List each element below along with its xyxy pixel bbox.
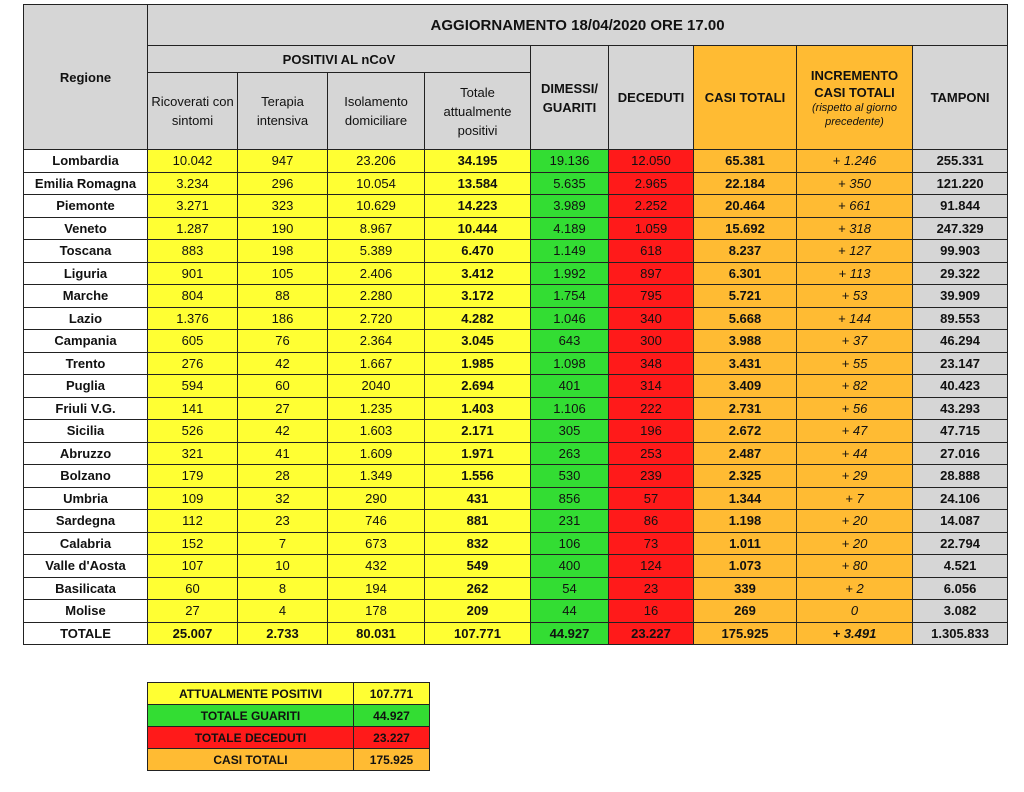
cell-tamponi: 22.794 [913, 532, 1008, 555]
cell-tamponi: 255.331 [913, 150, 1008, 173]
cell-incremento: + 3.491 [797, 622, 913, 645]
cell-isolamento: 1.667 [328, 352, 425, 375]
cell-casi-totali: 5.668 [694, 307, 797, 330]
cell-deceduti: 253 [609, 442, 694, 465]
cell-incremento: + 20 [797, 532, 913, 555]
summary-row [148, 727, 430, 749]
summary-row [148, 705, 430, 727]
cell-totale-positivi: 431 [425, 487, 531, 510]
cell-deceduti: 300 [609, 330, 694, 353]
cell-ricoverati: 883 [148, 240, 238, 263]
cell-totale-positivi: 34.195 [425, 150, 531, 173]
cell-dimessi: 401 [531, 375, 609, 398]
cell-terapia: 190 [238, 217, 328, 240]
cell-totale-positivi: 1.403 [425, 397, 531, 420]
cell-dimessi: 1.992 [531, 262, 609, 285]
header-incremento [797, 46, 913, 150]
cell-casi-totali: 22.184 [694, 172, 797, 195]
cell-terapia: 198 [238, 240, 328, 263]
cell-dimessi: 106 [531, 532, 609, 555]
table-row [24, 577, 1008, 600]
summary-row [148, 683, 430, 705]
cell-dimessi: 305 [531, 420, 609, 443]
cell-casi-totali: 1.198 [694, 510, 797, 533]
cell-totale-positivi: 13.584 [425, 172, 531, 195]
table-row [24, 172, 1008, 195]
cell-incremento: + 82 [797, 375, 913, 398]
cell-tamponi: 6.056 [913, 577, 1008, 600]
header-casi-totali: CASI TOTALI [694, 46, 797, 150]
cell-incremento: + 55 [797, 352, 913, 375]
cell-terapia: 4 [238, 600, 328, 623]
cell-casi-totali: 269 [694, 600, 797, 623]
cell-ricoverati: 25.007 [148, 622, 238, 645]
cell-terapia: 41 [238, 442, 328, 465]
table-row [24, 217, 1008, 240]
cell-regione: Veneto [24, 217, 148, 240]
cell-isolamento: 80.031 [328, 622, 425, 645]
total-row [24, 622, 1008, 645]
cell-regione: Campania [24, 330, 148, 353]
cell-incremento: + 37 [797, 330, 913, 353]
cell-tamponi: 14.087 [913, 510, 1008, 533]
cell-isolamento: 8.967 [328, 217, 425, 240]
cell-totale-positivi: 3.045 [425, 330, 531, 353]
cell-isolamento: 432 [328, 555, 425, 578]
cell-isolamento: 2.364 [328, 330, 425, 353]
cell-totale-positivi: 2.171 [425, 420, 531, 443]
cell-tamponi: 247.329 [913, 217, 1008, 240]
cell-regione: Abruzzo [24, 442, 148, 465]
cell-deceduti: 897 [609, 262, 694, 285]
table-row [24, 285, 1008, 308]
cell-dimessi: 5.635 [531, 172, 609, 195]
header-deceduti: DECEDUTI [609, 46, 694, 150]
table-row [24, 600, 1008, 623]
cell-tamponi: 27.016 [913, 442, 1008, 465]
cell-ricoverati: 3.234 [148, 172, 238, 195]
cell-tamponi: 91.844 [913, 195, 1008, 218]
cell-dimessi: 400 [531, 555, 609, 578]
cell-deceduti: 23.227 [609, 622, 694, 645]
summary-label: TOTALE DECEDUTI [148, 727, 354, 749]
cell-tamponi: 40.423 [913, 375, 1008, 398]
cell-regione: Sardegna [24, 510, 148, 533]
cell-deceduti: 239 [609, 465, 694, 488]
cell-isolamento: 1.609 [328, 442, 425, 465]
cell-incremento: 0 [797, 600, 913, 623]
cell-isolamento: 178 [328, 600, 425, 623]
cell-ricoverati: 27 [148, 600, 238, 623]
summary-label: TOTALE GUARITI [148, 705, 354, 727]
cell-isolamento: 746 [328, 510, 425, 533]
cell-ricoverati: 594 [148, 375, 238, 398]
cell-dimessi: 3.989 [531, 195, 609, 218]
cell-dimessi: 1.754 [531, 285, 609, 308]
cell-casi-totali: 3.431 [694, 352, 797, 375]
cell-deceduti: 57 [609, 487, 694, 510]
cell-dimessi: 44 [531, 600, 609, 623]
header-totale-positivi: Totale attualmente positivi [425, 73, 531, 150]
table-row [24, 150, 1008, 173]
cell-casi-totali: 2.731 [694, 397, 797, 420]
table-title: AGGIORNAMENTO 18/04/2020 ORE 17.00 [148, 5, 1008, 46]
summary-label: CASI TOTALI [148, 749, 354, 771]
cell-dimessi: 19.136 [531, 150, 609, 173]
cell-dimessi: 1.046 [531, 307, 609, 330]
header-tamponi: TAMPONI [913, 46, 1008, 150]
cell-incremento: + 7 [797, 487, 913, 510]
table-body [24, 150, 1008, 645]
cell-regione: Toscana [24, 240, 148, 263]
cell-terapia: 947 [238, 150, 328, 173]
table-row [24, 352, 1008, 375]
cell-ricoverati: 804 [148, 285, 238, 308]
cell-ricoverati: 901 [148, 262, 238, 285]
cell-incremento: + 2 [797, 577, 913, 600]
cell-terapia: 27 [238, 397, 328, 420]
cell-ricoverati: 1.287 [148, 217, 238, 240]
covid-regions-table [23, 4, 1008, 645]
cell-regione: Lazio [24, 307, 148, 330]
header-terapia: Terapia intensiva [238, 73, 328, 150]
header-incremento-title: INCREMENTO CASI TOTALI [810, 67, 899, 100]
cell-regione: Marche [24, 285, 148, 308]
cell-deceduti: 73 [609, 532, 694, 555]
cell-terapia: 76 [238, 330, 328, 353]
table-row [24, 420, 1008, 443]
header-dimessi: DIMESSI/ GUARITI [531, 46, 609, 150]
cell-dimessi: 643 [531, 330, 609, 353]
cell-totale-positivi: 3.412 [425, 262, 531, 285]
cell-casi-totali: 2.672 [694, 420, 797, 443]
header-isolamento: Isolamento domiciliare [328, 73, 425, 150]
cell-tamponi: 43.293 [913, 397, 1008, 420]
cell-totale-positivi: 262 [425, 577, 531, 600]
cell-casi-totali: 339 [694, 577, 797, 600]
cell-deceduti: 196 [609, 420, 694, 443]
cell-terapia: 28 [238, 465, 328, 488]
cell-totale-positivi: 209 [425, 600, 531, 623]
cell-tamponi: 4.521 [913, 555, 1008, 578]
cell-casi-totali: 3.988 [694, 330, 797, 353]
table-row [24, 465, 1008, 488]
summary-table [147, 682, 430, 771]
cell-regione: Trento [24, 352, 148, 375]
cell-isolamento: 2.406 [328, 262, 425, 285]
cell-totale-positivi: 1.985 [425, 352, 531, 375]
cell-totale-positivi: 2.694 [425, 375, 531, 398]
cell-dimessi: 1.098 [531, 352, 609, 375]
cell-isolamento: 23.206 [328, 150, 425, 173]
cell-totale-positivi: 1.556 [425, 465, 531, 488]
cell-incremento: + 318 [797, 217, 913, 240]
header-regione: Regione [24, 5, 148, 150]
cell-regione: Friuli V.G. [24, 397, 148, 420]
cell-regione: Liguria [24, 262, 148, 285]
cell-deceduti: 314 [609, 375, 694, 398]
cell-tamponi: 47.715 [913, 420, 1008, 443]
cell-deceduti: 340 [609, 307, 694, 330]
cell-dimessi: 263 [531, 442, 609, 465]
cell-terapia: 42 [238, 420, 328, 443]
cell-isolamento: 5.389 [328, 240, 425, 263]
cell-terapia: 60 [238, 375, 328, 398]
summary-value: 44.927 [354, 705, 430, 727]
cell-incremento: + 661 [797, 195, 913, 218]
cell-incremento: + 20 [797, 510, 913, 533]
cell-regione: Calabria [24, 532, 148, 555]
cell-casi-totali: 8.237 [694, 240, 797, 263]
cell-incremento: + 80 [797, 555, 913, 578]
cell-totale-positivi: 1.971 [425, 442, 531, 465]
cell-deceduti: 795 [609, 285, 694, 308]
cell-incremento: + 44 [797, 442, 913, 465]
cell-isolamento: 1.349 [328, 465, 425, 488]
cell-regione: TOTALE [24, 622, 148, 645]
cell-ricoverati: 141 [148, 397, 238, 420]
cell-terapia: 88 [238, 285, 328, 308]
cell-isolamento: 673 [328, 532, 425, 555]
cell-totale-positivi: 549 [425, 555, 531, 578]
cell-dimessi: 530 [531, 465, 609, 488]
cell-totale-positivi: 832 [425, 532, 531, 555]
cell-deceduti: 222 [609, 397, 694, 420]
cell-regione: Bolzano [24, 465, 148, 488]
cell-tamponi: 23.147 [913, 352, 1008, 375]
cell-casi-totali: 175.925 [694, 622, 797, 645]
cell-ricoverati: 10.042 [148, 150, 238, 173]
cell-dimessi: 856 [531, 487, 609, 510]
cell-isolamento: 1.235 [328, 397, 425, 420]
cell-terapia: 32 [238, 487, 328, 510]
cell-tamponi: 29.322 [913, 262, 1008, 285]
summary-value: 175.925 [354, 749, 430, 771]
cell-regione: Umbria [24, 487, 148, 510]
cell-tamponi: 24.106 [913, 487, 1008, 510]
cell-incremento: + 127 [797, 240, 913, 263]
cell-tamponi: 121.220 [913, 172, 1008, 195]
cell-casi-totali: 3.409 [694, 375, 797, 398]
table-row [24, 442, 1008, 465]
table-row [24, 330, 1008, 353]
cell-dimessi: 44.927 [531, 622, 609, 645]
cell-dimessi: 1.106 [531, 397, 609, 420]
cell-isolamento: 10.054 [328, 172, 425, 195]
cell-isolamento: 10.629 [328, 195, 425, 218]
cell-ricoverati: 526 [148, 420, 238, 443]
cell-deceduti: 2.965 [609, 172, 694, 195]
table-row [24, 307, 1008, 330]
table-row [24, 240, 1008, 263]
cell-incremento: + 47 [797, 420, 913, 443]
cell-totale-positivi: 3.172 [425, 285, 531, 308]
cell-regione: Valle d'Aosta [24, 555, 148, 578]
cell-tamponi: 39.909 [913, 285, 1008, 308]
cell-casi-totali: 6.301 [694, 262, 797, 285]
cell-incremento: + 350 [797, 172, 913, 195]
cell-deceduti: 1.059 [609, 217, 694, 240]
cell-deceduti: 2.252 [609, 195, 694, 218]
cell-regione: Puglia [24, 375, 148, 398]
cell-incremento: + 56 [797, 397, 913, 420]
cell-casi-totali: 2.325 [694, 465, 797, 488]
cell-deceduti: 124 [609, 555, 694, 578]
cell-deceduti: 86 [609, 510, 694, 533]
cell-isolamento: 290 [328, 487, 425, 510]
table-row [24, 262, 1008, 285]
cell-totale-positivi: 14.223 [425, 195, 531, 218]
cell-totale-positivi: 4.282 [425, 307, 531, 330]
summary-value: 23.227 [354, 727, 430, 749]
cell-casi-totali: 15.692 [694, 217, 797, 240]
cell-totale-positivi: 881 [425, 510, 531, 533]
summary-label: ATTUALMENTE POSITIVI [148, 683, 354, 705]
cell-tamponi: 99.903 [913, 240, 1008, 263]
cell-casi-totali: 5.721 [694, 285, 797, 308]
cell-terapia: 323 [238, 195, 328, 218]
cell-tamponi: 89.553 [913, 307, 1008, 330]
cell-incremento: + 144 [797, 307, 913, 330]
cell-dimessi: 4.189 [531, 217, 609, 240]
cell-ricoverati: 152 [148, 532, 238, 555]
cell-ricoverati: 276 [148, 352, 238, 375]
cell-tamponi: 1.305.833 [913, 622, 1008, 645]
cell-regione: Lombardia [24, 150, 148, 173]
cell-terapia: 8 [238, 577, 328, 600]
cell-tamponi: 3.082 [913, 600, 1008, 623]
cell-incremento: + 53 [797, 285, 913, 308]
cell-dimessi: 1.149 [531, 240, 609, 263]
cell-incremento: + 29 [797, 465, 913, 488]
cell-dimessi: 231 [531, 510, 609, 533]
cell-terapia: 42 [238, 352, 328, 375]
cell-totale-positivi: 6.470 [425, 240, 531, 263]
cell-incremento: + 1.246 [797, 150, 913, 173]
cell-isolamento: 1.603 [328, 420, 425, 443]
cell-ricoverati: 605 [148, 330, 238, 353]
cell-terapia: 23 [238, 510, 328, 533]
cell-terapia: 7 [238, 532, 328, 555]
table-row [24, 487, 1008, 510]
cell-ricoverati: 1.376 [148, 307, 238, 330]
cell-isolamento: 2040 [328, 375, 425, 398]
cell-deceduti: 12.050 [609, 150, 694, 173]
cell-ricoverati: 321 [148, 442, 238, 465]
cell-isolamento: 2.280 [328, 285, 425, 308]
cell-isolamento: 194 [328, 577, 425, 600]
cell-casi-totali: 20.464 [694, 195, 797, 218]
summary-row [148, 749, 430, 771]
cell-terapia: 10 [238, 555, 328, 578]
cell-totale-positivi: 107.771 [425, 622, 531, 645]
cell-deceduti: 618 [609, 240, 694, 263]
table-row [24, 397, 1008, 420]
cell-regione: Sicilia [24, 420, 148, 443]
cell-tamponi: 28.888 [913, 465, 1008, 488]
cell-casi-totali: 1.344 [694, 487, 797, 510]
cell-ricoverati: 179 [148, 465, 238, 488]
cell-regione: Piemonte [24, 195, 148, 218]
cell-ricoverati: 109 [148, 487, 238, 510]
cell-incremento: + 113 [797, 262, 913, 285]
cell-tamponi: 46.294 [913, 330, 1008, 353]
cell-terapia: 2.733 [238, 622, 328, 645]
cell-casi-totali: 2.487 [694, 442, 797, 465]
table-row [24, 195, 1008, 218]
cell-regione: Molise [24, 600, 148, 623]
cell-ricoverati: 107 [148, 555, 238, 578]
table-row [24, 532, 1008, 555]
table-row [24, 375, 1008, 398]
cell-ricoverati: 60 [148, 577, 238, 600]
cell-ricoverati: 112 [148, 510, 238, 533]
summary-body [148, 683, 430, 771]
header-incremento-note: (rispetto al giorno precedente) [812, 101, 897, 128]
cell-terapia: 105 [238, 262, 328, 285]
summary-value: 107.771 [354, 683, 430, 705]
cell-casi-totali: 1.073 [694, 555, 797, 578]
table-row [24, 555, 1008, 578]
cell-isolamento: 2.720 [328, 307, 425, 330]
cell-casi-totali: 1.011 [694, 532, 797, 555]
cell-totale-positivi: 10.444 [425, 217, 531, 240]
cell-dimessi: 54 [531, 577, 609, 600]
cell-casi-totali: 65.381 [694, 150, 797, 173]
table-row [24, 510, 1008, 533]
cell-regione: Basilicata [24, 577, 148, 600]
cell-terapia: 186 [238, 307, 328, 330]
header-ricoverati: Ricoverati con sintomi [148, 73, 238, 150]
cell-terapia: 296 [238, 172, 328, 195]
cell-regione: Emilia Romagna [24, 172, 148, 195]
header-positivi-group: POSITIVI AL nCoV [148, 46, 531, 73]
cell-deceduti: 16 [609, 600, 694, 623]
cell-deceduti: 23 [609, 577, 694, 600]
cell-deceduti: 348 [609, 352, 694, 375]
cell-ricoverati: 3.271 [148, 195, 238, 218]
